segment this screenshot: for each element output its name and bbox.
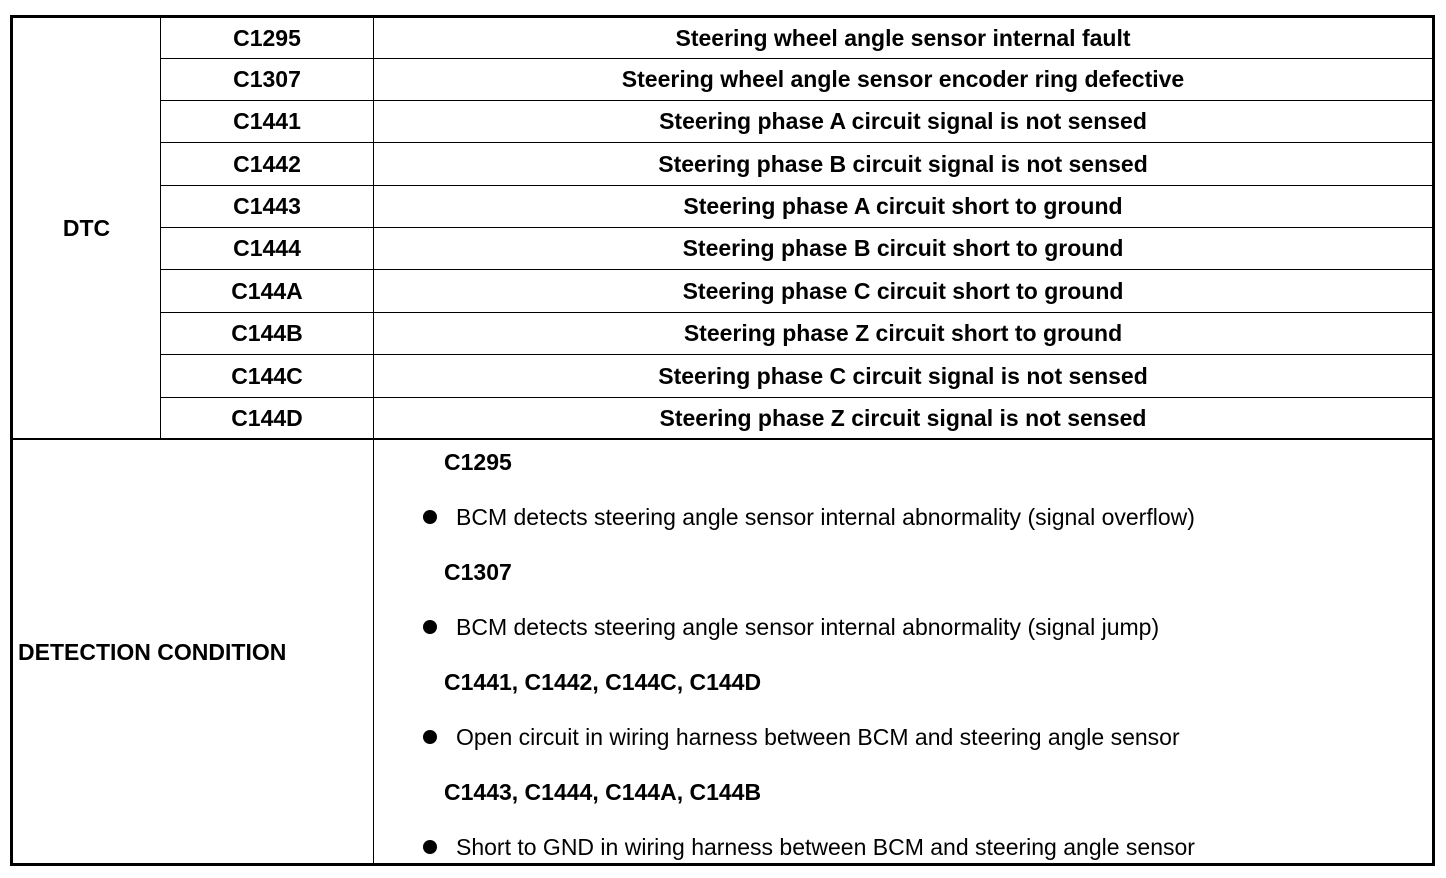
bullet-icon: [423, 620, 437, 634]
condition-text: BCM detects steering angle sensor internal abnormality (signal overflow): [456, 504, 1195, 530]
bullet-icon: [423, 510, 437, 524]
detection-codes: C1295: [444, 449, 512, 475]
dtc-description: Steering phase A circuit short to ground: [683, 193, 1123, 219]
dtc-code: C144A: [231, 277, 303, 304]
detection-codes: C1443, C1444, C144A, C144B: [444, 779, 762, 805]
dtc-code: C1442: [233, 150, 301, 177]
dtc-description: Steering phase B circuit short to ground: [682, 235, 1124, 261]
detection-condition-item: [416, 612, 1159, 642]
bullet-icon: [423, 840, 437, 854]
dtc-description: Steering phase Z circuit signal is not sensed: [659, 404, 1147, 431]
dtc-description: Steering phase C circuit short to ground: [682, 277, 1124, 304]
dtc-description: Steering phase A circuit signal is not sensed: [659, 108, 1147, 134]
bullet-icon: [423, 730, 437, 744]
dtc-code: C1441: [233, 108, 301, 134]
dtc-code: C1307: [233, 66, 301, 92]
detection-condition-item: [416, 502, 1195, 532]
dtc-description: Steering phase Z circuit short to ground: [683, 320, 1123, 346]
detection-codes: C1441, C1442, C144C, C144D: [444, 669, 762, 695]
detection-condition-item: [416, 722, 1180, 752]
detection-condition-item: [416, 832, 1195, 862]
dtc-code: C1443: [233, 193, 301, 219]
dtc-code: C1444: [233, 235, 301, 261]
detection-codes: C1307: [444, 559, 512, 585]
condition-text: Short to GND in wiring harness between BCM and steering angle sensor: [456, 834, 1195, 860]
dtc-description: Steering wheel angle sensor encoder ring defective: [621, 66, 1185, 92]
detection-condition-label: DETECTION CONDITION: [18, 639, 287, 665]
condition-text: Open circuit in wiring harness between BCM and steering angle sensor: [456, 724, 1180, 750]
dtc-code: C144D: [231, 404, 303, 431]
condition-text: BCM detects steering angle sensor internal abnormality (signal jump): [456, 614, 1160, 640]
dtc-label: DTC: [62, 214, 111, 241]
dtc-code: C144C: [231, 362, 303, 389]
dtc-description: Steering phase C circuit signal is not sensed: [658, 362, 1148, 389]
dtc-description: Steering phase B circuit signal is not sensed: [658, 150, 1148, 177]
dtc-description: Steering wheel angle sensor internal fault: [675, 24, 1131, 51]
dtc-code: C1295: [233, 24, 301, 51]
dtc-code: C144B: [231, 320, 303, 346]
